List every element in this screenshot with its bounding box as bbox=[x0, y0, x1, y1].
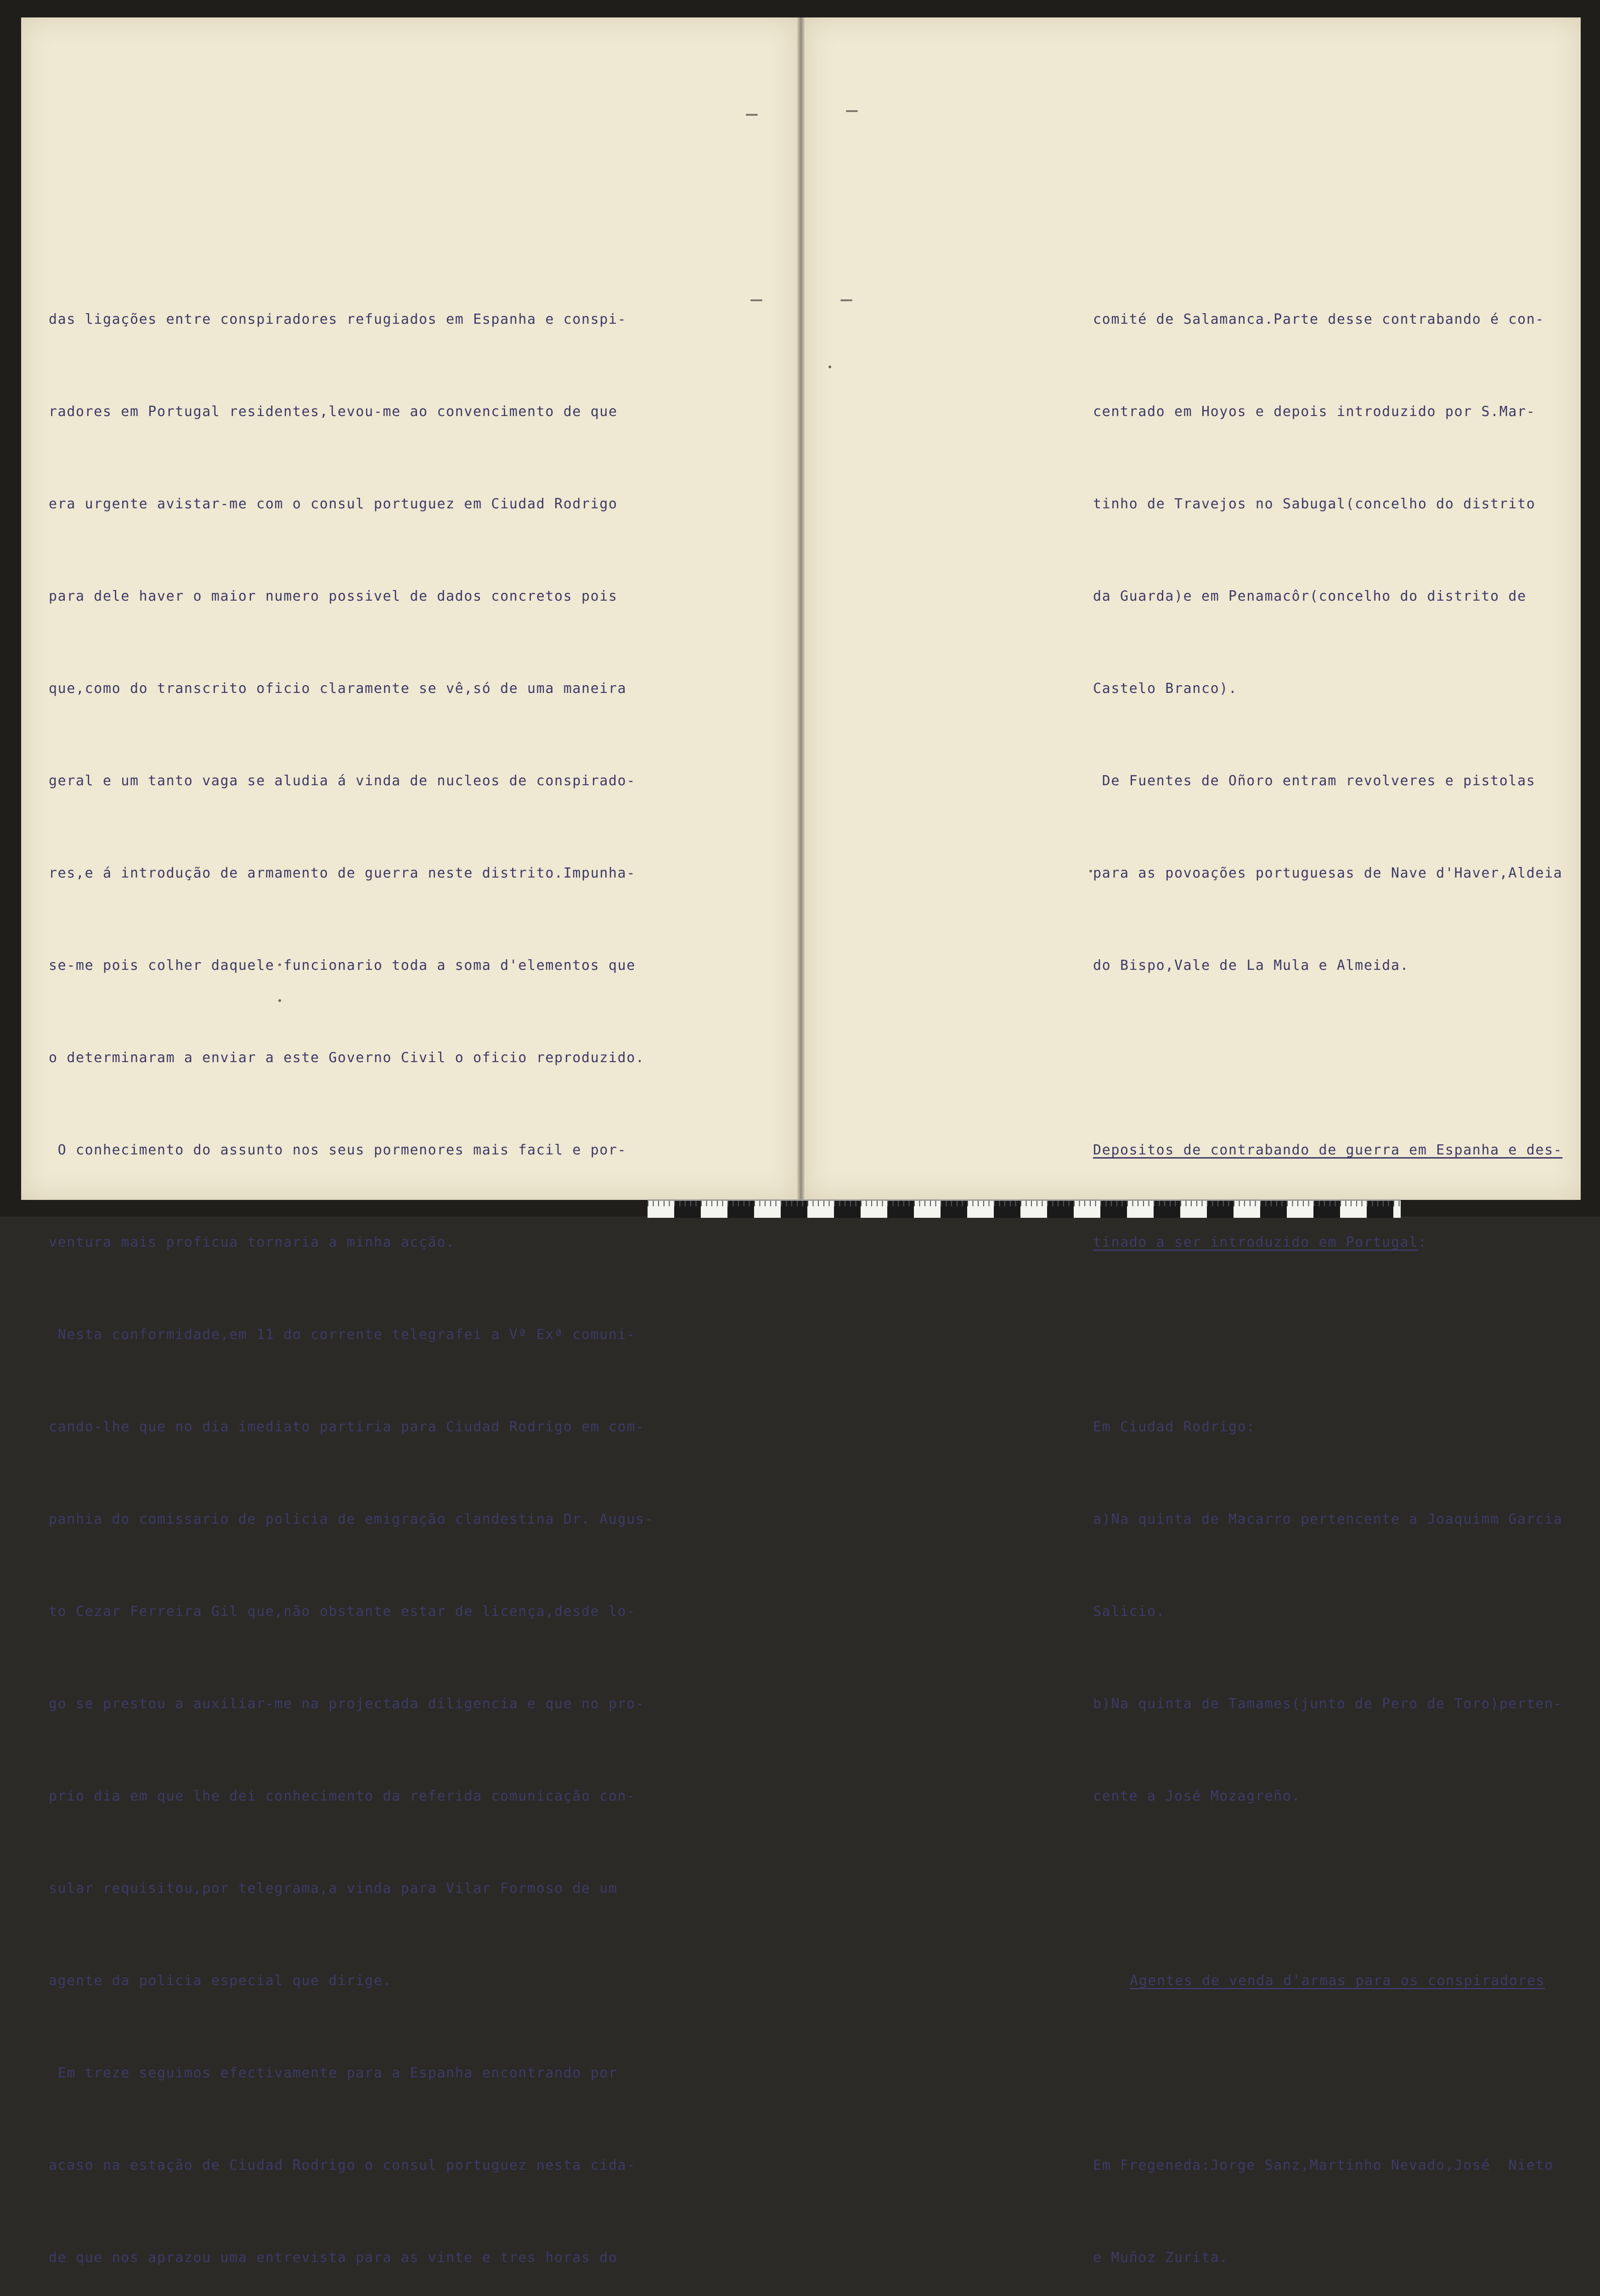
agents-heading-text: Agentes de venda d'armas para os conspiradores bbox=[1130, 1973, 1545, 1989]
text-line: o determinaram a enviar a este Governo Civil o oficio reproduzido. bbox=[49, 1050, 645, 1066]
deposits-heading-colon: : bbox=[1418, 1234, 1427, 1250]
text-line: geral e um tanto vaga se aludia á vinda de nucleos de conspirado- bbox=[49, 773, 636, 789]
deposits-heading bbox=[1093, 1227, 1572, 1258]
text-line: e Muñoz Zurita. bbox=[1093, 2250, 1228, 2266]
text-line: go se prestou a auxiliar-me na projectada diligencia e que no pro- bbox=[49, 1696, 645, 1712]
right-page bbox=[805, 17, 1581, 2266]
text-line: res,e á introdução de armamento de guerra neste distrito.Impunha- bbox=[49, 865, 636, 881]
text-line: das ligações entre conspiradores refugiados em Espanha e conspi- bbox=[49, 311, 627, 327]
text-line: era urgente avistar-me com o consul portuguez em Ciudad Rodrigo bbox=[49, 496, 618, 512]
page-speck bbox=[1089, 870, 1092, 872]
text-line: para dele haver o maior numero possivel de dados concretos pois bbox=[49, 588, 618, 604]
text-line: comité de Salamanca.Parte desse contrabando é con- bbox=[1093, 311, 1545, 327]
text-line: Em Ciudad Rodrigo: bbox=[1093, 1419, 1256, 1435]
text-line: Salicio. bbox=[1093, 1604, 1166, 1620]
text-line: acaso na estação de Ciudad Rodrigo o consul portuguez nesta cida- bbox=[49, 2157, 636, 2173]
text-line: Em Fregeneda:Jorge Sanz,Martinho Nevado,José Nieto bbox=[1093, 2157, 1554, 2173]
page-speck bbox=[828, 366, 831, 368]
text-line: sular requisitou,por telegrama,a vinda para Vilar Formoso de um bbox=[49, 1880, 618, 1896]
text-line: prio dia em que lhe dei conhecimento da referida comunicação con- bbox=[49, 1788, 636, 1804]
agents-heading bbox=[1093, 1965, 1572, 1996]
deposits-heading bbox=[1093, 1135, 1572, 1165]
text-line: de que nos aprazou uma entrevista para as vinte e tres horas do bbox=[49, 2250, 618, 2266]
text-line: b)Na quinta de Tamames(junto de Pero de Toro)perten- bbox=[1093, 1696, 1563, 1712]
text-line: to Cezar Ferreira Gil que,não obstante estar de licença,desde lo- bbox=[49, 1604, 636, 1620]
deposits-heading-line-1: Depositos de contrabando de guerra em Espanha e des- bbox=[1093, 1142, 1563, 1158]
text-line: da Guarda)e em Penamacôr(concelho do distrito de bbox=[1093, 588, 1527, 604]
deposits-heading-line-2: tinado a ser introduzido em Portugal bbox=[1093, 1234, 1418, 1250]
text-line: centrado em Hoyos e depois introduzido por S.Mar- bbox=[1093, 404, 1536, 420]
page-mark bbox=[840, 299, 852, 301]
text-line: cente a José Mozagreño. bbox=[1093, 1788, 1301, 1804]
text-line: para as povoações portuguesas de Nave d'Haver,Aldeia bbox=[1093, 865, 1563, 881]
text-line: Em treze seguimos efectivamente para a Espanha encontrando por bbox=[49, 2065, 618, 2081]
scale-ruler bbox=[648, 1199, 1401, 1218]
ruler-ticks bbox=[648, 1201, 1401, 1206]
text-line: se-me pois colher daquele funcionario toda a soma d'elementos que bbox=[49, 957, 636, 974]
text-line: cando-lhe que no dia imediato partiria para Ciudad Rodrigo em com- bbox=[49, 1419, 645, 1435]
book-gutter bbox=[797, 17, 805, 1200]
right-page-text bbox=[1093, 242, 1572, 2296]
text-line: O conhecimento do assunto nos seus pormenores mais facil e por- bbox=[49, 1142, 627, 1158]
page-mark bbox=[746, 114, 758, 116]
text-line: panhia do comissario de policia de emigração clandestina Dr. Augus- bbox=[49, 1511, 654, 1527]
text-line: tinho de Travejos no Sabugal(concelho do distrito bbox=[1093, 496, 1536, 512]
text-line: que,como do transcrito oficio claramente se vê,só de uma maneira bbox=[49, 681, 627, 697]
text-line: Nesta conformidade,em 11 do corrente telegrafei a Vª Exª comuni- bbox=[49, 1327, 636, 1343]
text-line: radores em Portugal residentes,levou-me ao convencimento de que bbox=[49, 404, 618, 420]
left-page bbox=[21, 17, 797, 2266]
page-mark bbox=[846, 110, 858, 112]
text-line: a)Na quinta de Macarro pertencente a Joaquimm Garcia bbox=[1093, 1511, 1563, 1527]
text-line: Castelo Branco). bbox=[1093, 681, 1238, 697]
text-line: do Bispo,Vale de La Mula e Almeida. bbox=[1093, 957, 1409, 974]
page-mark bbox=[750, 299, 762, 301]
text-line: De Fuentes de Oñoro entram revolveres e pistolas bbox=[1093, 773, 1536, 789]
left-page-text bbox=[49, 242, 654, 2296]
text-line: agente da policia especial que dirige. bbox=[49, 1973, 392, 1989]
text-line: ventura mais proficua tornaria a minha acção. bbox=[49, 1234, 455, 1250]
